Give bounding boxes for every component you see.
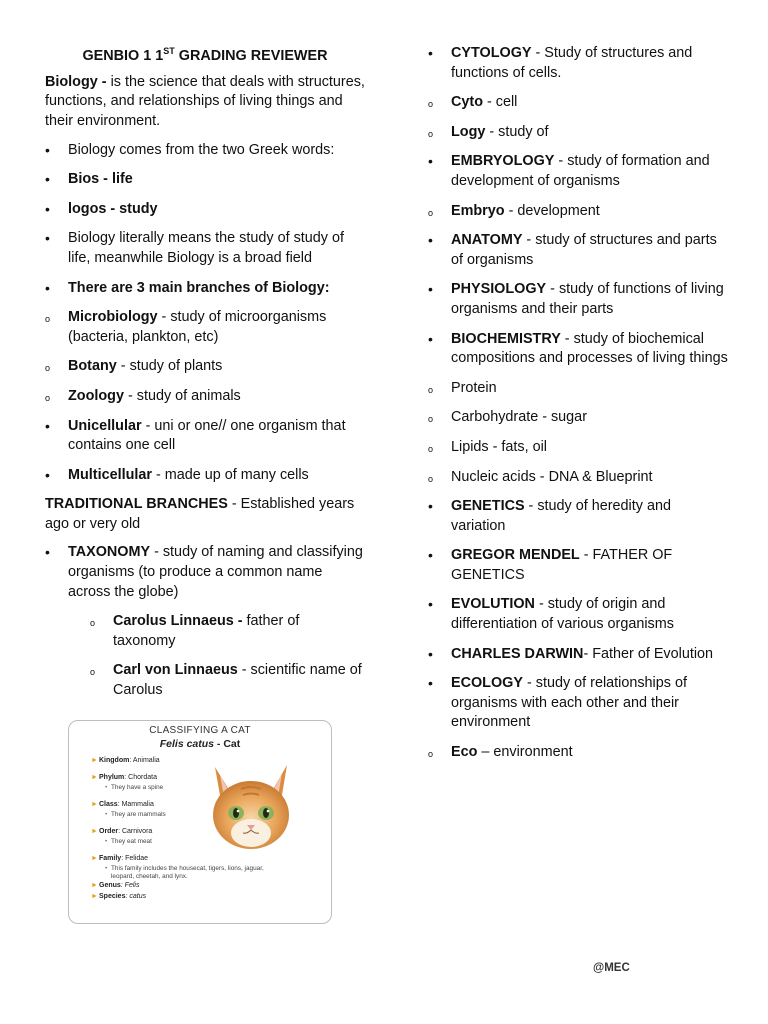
list-item: • There are 3 main branches of Biology: [45, 279, 365, 299]
bullet-marker: • [428, 675, 433, 692]
biology-definition: Biology - is the science that deals with structures, functions, and relationships of living things and their environment. [45, 73, 365, 129]
list-item: o Carolus Linnaeus - father of taxonomy [90, 613, 300, 649]
order-note: • They eat meat [105, 838, 152, 845]
genus-entry: ► Genus: Felis [91, 882, 140, 889]
bullet-marker: • [428, 45, 433, 61]
list-item: o Embryo - development [428, 202, 728, 222]
family-note: • This family includes the housecat, tigers, lions, jaguar, [105, 865, 264, 872]
left-list [45, 141, 365, 486]
arrow-icon: ► [91, 801, 98, 808]
arrow-icon: ► [91, 757, 98, 764]
bullet-marker: • [428, 547, 433, 564]
arrow-icon: ► [91, 828, 98, 835]
list-item: • CYTOLOGY - Study of structures and functions of cells. [428, 45, 693, 81]
list-item: • ANATOMY - study of structures and parts of organisms [428, 232, 717, 268]
list-item: • Unicellular - uni or one// one organism that contains one cell [45, 417, 346, 454]
list-item: o Eco – environment [428, 743, 728, 763]
bullet-marker: • [428, 645, 433, 662]
list-item: o Nucleic acids - DNA & Blueprint [428, 468, 728, 488]
arrow-icon: ► [91, 882, 98, 889]
list-item: o Protein [428, 379, 728, 399]
circle-marker: o [45, 314, 51, 325]
page-title: GENBIO 1 1ST GRADING REVIEWER [82, 46, 328, 64]
bullet-marker: • [45, 279, 50, 296]
circle-marker: o [90, 618, 96, 629]
list-item: • EMBRYOLOGY - study of formation and development of organisms [428, 153, 710, 189]
bullet-marker: • [428, 596, 433, 613]
list-item: o Cyto - cell [428, 93, 728, 113]
bullet-marker: • [45, 544, 50, 561]
classifying-cat-figure [68, 720, 332, 924]
class-note: • They are mammals [105, 811, 166, 818]
circle-marker: o [90, 667, 96, 678]
order-entry: ► Order: Carnivora [91, 828, 153, 835]
right-list [428, 44, 728, 763]
list-item: o Microbiology - study of microorganisms (bacteria, plankton, etc) [45, 309, 327, 345]
circle-marker: o [45, 363, 51, 374]
bullet-marker: • [45, 466, 50, 483]
list-item: • CHARLES DARWIN- Father of Evolution [428, 645, 728, 665]
bullet-marker: • [45, 230, 50, 247]
list-item: • EVOLUTION - study of origin and differentiation of various organisms [428, 596, 674, 633]
circle-marker: o [428, 443, 434, 454]
bullet-marker: • [428, 498, 433, 515]
class-entry: ► Class: Mammalia [91, 801, 154, 808]
list-item: • ECOLOGY - study of relationships of organisms with each other and their environment [428, 675, 687, 731]
family-entry: ► Family: Felidae [91, 855, 149, 862]
list-item: • BIOCHEMISTRY - study of biochemical compositions and processes of living things [428, 330, 728, 367]
phylum-entry: ► Phylum: Chordata [91, 774, 157, 781]
list-item: • GENETICS - study of heredity and variation [428, 498, 671, 534]
circle-marker: o [45, 392, 51, 403]
figure-title: CLASSIFYING A CAT [149, 725, 251, 736]
circle-marker: o [428, 384, 434, 395]
bullet-marker: • [45, 141, 50, 158]
circle-marker: o [428, 414, 434, 425]
phylum-note: • They have a spine [105, 784, 164, 791]
list-item: • GREGOR MENDEL - FATHER OF GENETICS [428, 547, 673, 583]
list-item: • TAXONOMY - study of naming and classifying organisms (to produce a common name across the globe) [45, 544, 363, 600]
bullet-marker: • [428, 232, 433, 249]
circle-marker: o [428, 749, 434, 760]
bullet-marker: • [45, 200, 50, 217]
arrow-icon: ► [91, 893, 98, 900]
kitten-illustration [201, 745, 301, 853]
circle-marker: o [428, 99, 434, 110]
arrow-icon: ► [91, 855, 98, 862]
list-item: o Botany - study of plants [45, 357, 365, 377]
bullet-marker: • [428, 281, 433, 298]
right-column [428, 44, 728, 773]
circle-marker: o [428, 473, 434, 484]
bullet-marker: • [45, 417, 50, 434]
list-item: o Carbohydrate - sugar [428, 408, 728, 428]
figure-subtitle: Felis catus - Cat [159, 738, 241, 750]
taxonomy-list [45, 543, 365, 700]
list-item: o Zoology - study of animals [45, 387, 365, 407]
list-item: o Logy - study of [428, 123, 728, 143]
traditional-branches: TRADITIONAL BRANCHES - Established years ago or very old [45, 496, 355, 532]
list-item: • Bios - life [45, 170, 365, 190]
bullet-marker: • [428, 153, 433, 170]
bullet-marker: • [428, 330, 433, 347]
author-tag: @MEC [593, 962, 630, 974]
species-entry: ► Species: catus [91, 893, 147, 900]
arrow-icon: ► [91, 774, 98, 781]
bullet-marker: • [45, 171, 50, 188]
list-item: o Lipids - fats, oil [428, 438, 728, 458]
list-item: • Biology literally means the study of study of life, meanwhile Biology is a broad field [45, 230, 344, 266]
family-note-continued: leopard, cheetah, and lynx. [111, 873, 188, 880]
list-item: • PHYSIOLOGY - study of functions of living organisms and their parts [428, 281, 724, 317]
left-column [45, 44, 365, 711]
list-item: o Carl von Linnaeus - scientific name of Carolus [90, 662, 362, 699]
circle-marker: o [428, 207, 434, 218]
list-item: • logos - study [45, 200, 365, 220]
list-item: • Biology comes from the two Greek words: [45, 141, 365, 161]
list-item: • Multicellular - made up of many cells [45, 466, 365, 486]
circle-marker: o [428, 128, 434, 139]
kingdom-entry: ► Kingdom: Animalia [91, 757, 160, 764]
